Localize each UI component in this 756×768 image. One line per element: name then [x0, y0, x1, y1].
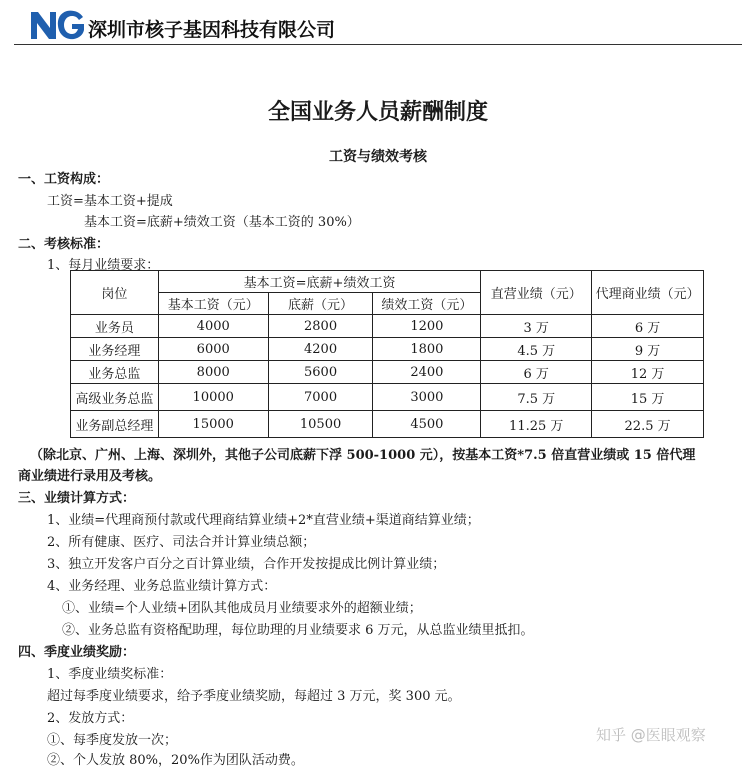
- cell-perf: 1200: [373, 315, 481, 338]
- cell-salary: 5600: [268, 361, 373, 384]
- section-4-line-3: 2、发放方式：: [47, 711, 134, 726]
- cell-direct: 4.5 万: [481, 338, 592, 361]
- section-3-line-5: ①、业绩=个人业绩+团队其他成员月业绩要求外的超额业绩；: [62, 601, 422, 616]
- cell-agent: 12 万: [592, 361, 704, 384]
- cell-base: 6000: [158, 338, 268, 361]
- cell-position: 业务经理: [71, 338, 159, 361]
- section-2-heading: 二、考核标准：: [18, 237, 110, 252]
- cell-position: 业务总监: [71, 361, 159, 384]
- section-3-line-1: 1、业绩=代理商预付款或代理商结算业绩+2*直营业绩+渠道商结算业绩；: [47, 513, 480, 528]
- cell-position: 业务员: [71, 315, 159, 338]
- section-1-heading: 一、工资构成：: [18, 172, 110, 187]
- section-4-line-5: ②、个人发放 80%，20%作为团队活动费。: [47, 753, 304, 768]
- section-1-line-1: 工资=基本工资+提成: [47, 194, 173, 209]
- cell-salary: 10500: [268, 411, 373, 438]
- letterhead: [10, 6, 336, 41]
- table-row: [71, 384, 704, 411]
- header-agent-sales: 代理商业绩（元）: [592, 271, 704, 315]
- table-row: [71, 315, 704, 338]
- company-logo: [28, 8, 86, 42]
- section-3-line-2: 2、所有健康、医疗、司法合并计算业绩总额；: [47, 535, 316, 550]
- section-3-heading: 三、业绩计算方式：: [18, 491, 136, 506]
- section-2-line-1: 1、每月业绩要求：: [47, 258, 160, 273]
- cell-perf: 2400: [373, 361, 481, 384]
- section-4-line-2: 超过每季度业绩要求，给予季度业绩奖励，每超过 3 万元，奖 300 元。: [47, 689, 461, 704]
- header-rule: [14, 44, 742, 45]
- header-direct-sales: 直营业绩（元）: [481, 271, 592, 315]
- section-1-line-2: 基本工资=底薪+绩效工资（基本工资的 30%）: [84, 215, 360, 230]
- salary-table: [70, 270, 704, 438]
- header-group-base-salary: 基本工资=底薪+绩效工资: [158, 271, 481, 293]
- section-4-line-1: 1、季度业绩奖标准：: [47, 667, 173, 682]
- cell-direct: 3 万: [481, 315, 592, 338]
- cell-perf: 3000: [373, 384, 481, 411]
- header-base-salary: 基本工资（元）: [158, 293, 268, 315]
- cell-agent: 9 万: [592, 338, 704, 361]
- document-title: 全国业务人员薪酬制度: [267, 100, 488, 125]
- cell-position: 业务副总经理: [71, 411, 159, 438]
- zhihu-watermark: 知乎 @医眼观察: [596, 726, 706, 744]
- cell-base: 15000: [158, 411, 268, 438]
- cell-perf: 1800: [373, 338, 481, 361]
- cell-salary: 7000: [268, 384, 373, 411]
- document-subtitle: 工资与绩效考核: [329, 149, 427, 165]
- section-4-line-4: ①、每季度发放一次；: [47, 733, 178, 748]
- table-row: [71, 411, 704, 438]
- table-note-line-1: （除北京、广州、上海、深圳外，其他子公司底薪下浮 500-1000 元），按基本工资*7.5 倍直营业绩或 15 倍代理: [30, 448, 696, 463]
- table-row: [71, 361, 704, 384]
- header-salary: 底薪（元）: [268, 293, 373, 315]
- cell-direct: 11.25 万: [481, 411, 592, 438]
- header-performance-pay: 绩效工资（元）: [373, 293, 481, 315]
- section-3-line-3: 3、独立开发客户百分之百计算业绩，合作开发按提成比例计算业绩；: [47, 557, 446, 572]
- section-3-line-4: 4、业务经理、业务总监业绩计算方式：: [47, 579, 277, 594]
- cell-perf: 4500: [373, 411, 481, 438]
- cell-salary: 2800: [268, 315, 373, 338]
- cell-base: 8000: [158, 361, 268, 384]
- table-row: [71, 338, 704, 361]
- company-name: 深圳市核子基因科技有限公司: [88, 19, 336, 41]
- cell-direct: 7.5 万: [481, 384, 592, 411]
- cell-agent: 22.5 万: [592, 411, 704, 438]
- cell-direct: 6 万: [481, 361, 592, 384]
- cell-base: 4000: [158, 315, 268, 338]
- cell-position: 高级业务总监: [71, 384, 159, 411]
- cell-agent: 6 万: [592, 315, 704, 338]
- header-position: 岗位: [71, 271, 159, 315]
- table-note-line-2: 商业绩进行录用及考核。: [18, 469, 162, 484]
- cell-salary: 4200: [268, 338, 373, 361]
- section-3-line-6: ②、业务总监有资格配助理，每位助理的月业绩要求 6 万元，从总监业绩里抵扣。: [62, 623, 534, 638]
- cell-base: 10000: [158, 384, 268, 411]
- cell-agent: 15 万: [592, 384, 704, 411]
- section-4-heading: 四、季度业绩奖励：: [18, 645, 136, 660]
